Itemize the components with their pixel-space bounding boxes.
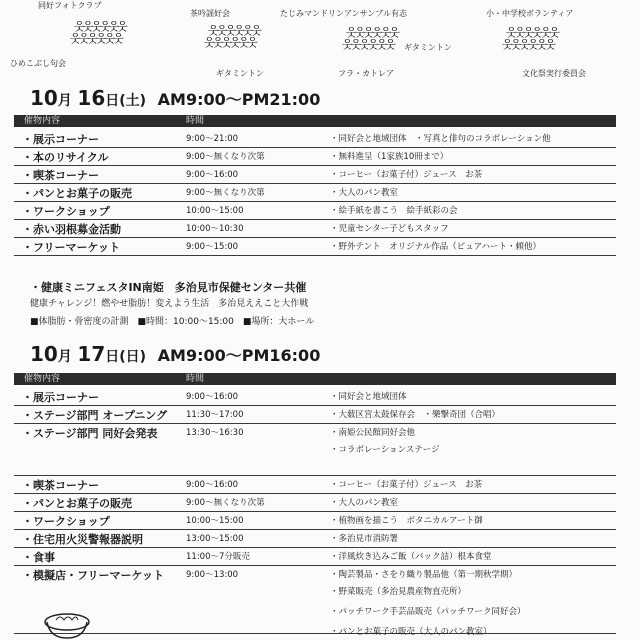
table-row (14, 165, 616, 184)
event-detail: ・野菜販売（多治見農産物直売所） (330, 587, 467, 597)
event-name: ・住宅用火災警報器説明 (22, 533, 143, 546)
header-col-time: 時間 (186, 116, 205, 126)
event-name: ・フリーマーケット (22, 241, 121, 254)
people-icon: 웃웃웃웃웃웃 (506, 26, 558, 39)
event-name: ・展示コーナー (22, 391, 99, 404)
table-row (14, 237, 616, 256)
event-time: 10:00〜10:30 (186, 224, 244, 234)
event-detail: ・陶芸製品・さをり織り製品他（第一期秋学期） (330, 570, 518, 580)
event-detail: ・絵手紙を書こう 絵手紙彩の会 (330, 206, 458, 216)
event-name: ・パンとお菓子の販売 (22, 187, 132, 200)
event-time: 13:00〜15:00 (186, 534, 244, 544)
group-name: たじみマンドリンアンサンブル有志 (280, 9, 407, 18)
event-detail: ・大薮区宮太鼓保存会 ・樂撃奇団（合唱） (330, 410, 501, 420)
event-detail: ・南姫公民館同好会他 (330, 428, 416, 438)
day1-heading: 10月 16日(土) AM9:00〜PM21:00 (30, 86, 321, 110)
table-row (14, 475, 616, 494)
event-detail: ・パッチワーク手芸品販売（パッチワーク同好会） (330, 607, 526, 617)
table-row (14, 511, 616, 530)
event-detail: ・野外テント オリジナル作品（ピュアハート・頼他） (330, 242, 541, 252)
event-detail: ・無料進呈（1家族10冊まで） (330, 152, 449, 162)
event-time: 9:00〜無くなり次第 (186, 188, 265, 198)
event-detail: ・コーヒー（お菓子付）ジュース お茶 (330, 170, 483, 180)
event-name: ・本のリサイクル (22, 151, 109, 164)
teacup-illustration-icon (36, 606, 98, 640)
event-name: ・模擬店・フリーマーケット (22, 569, 165, 582)
event-time: 9:00〜21:00 (186, 134, 239, 144)
event-name: ・ステージ部門 オープニング (22, 409, 168, 422)
table-row (14, 529, 616, 548)
event-detail: ・植物画を描こう ボタニカルアート御 (330, 516, 483, 526)
event-time: 9:00〜13:00 (186, 570, 239, 580)
group-name: フラ・カトレア (338, 69, 394, 78)
group-name: ギタミントン (216, 69, 264, 78)
event-name: ・喫茶コーナー (22, 169, 99, 182)
event-detail: ・大人のパン教室 (330, 498, 399, 508)
health-info: ■体脂肪・骨密度の計測 ■時間：10:00〜15:00 ■場所：大ホール (30, 317, 315, 327)
event-name: ・ステージ部門 同好会発表 (22, 427, 158, 440)
table-row (14, 147, 616, 166)
event-time: 9:00〜無くなり次第 (186, 498, 265, 508)
group-name: ギタミントン (404, 43, 452, 52)
event-name: ・喫茶コーナー (22, 479, 99, 492)
event-name: ・ワークショップ (22, 515, 110, 528)
table-row (14, 547, 616, 566)
day2-table-header (14, 373, 616, 385)
event-detail: ・コーヒー（お菓子付）ジュース お茶 (330, 480, 483, 490)
people-icon: 웃웃웃웃웃웃 (346, 26, 398, 39)
event-time: 9:00〜16:00 (186, 170, 239, 180)
header-col-content: 催物内容 (24, 374, 61, 384)
event-time: 11:00〜7分販売 (186, 552, 250, 562)
event-name: ・食事 (22, 551, 55, 564)
table-row (14, 493, 616, 512)
event-detail: ・同好会と地域団体 (330, 392, 407, 402)
table-row (14, 405, 616, 424)
table-row (14, 219, 616, 238)
people-icon: 웃웃웃웃웃웃 (204, 36, 256, 49)
group-mandolin (280, 0, 480, 85)
health-title: ・健康ミニフェスタIN南姫 多治見市保健センター共催 (30, 281, 307, 294)
event-detail: ・パンとお菓子の販売（大人のパン教室） (330, 627, 492, 637)
group-name: 小・中学校ボランティア (486, 9, 574, 18)
people-icon: 웃웃웃웃웃웃 (74, 20, 126, 33)
group-name: 茶吟謡好会 (190, 9, 230, 18)
people-icon: 웃웃웃웃웃웃 (342, 38, 394, 51)
event-time: 9:00〜16:00 (186, 392, 239, 402)
group-name: 文化祭実行委員会 (522, 69, 586, 78)
event-detail: ・児童センター子どもスタッフ (330, 224, 449, 234)
event-detail: ・コラボレーションステージ (330, 445, 440, 455)
group-name: 同好フォトクラブ (38, 1, 102, 10)
event-detail: ・同好会と地域団体 ・写真と俳句のコラボレーション他 (330, 134, 551, 144)
event-time: 9:00〜15:00 (186, 242, 239, 252)
people-icon: 웃웃웃웃웃웃 (208, 24, 260, 37)
event-detail: ・大人のパン教室 (330, 188, 399, 198)
event-name: ・展示コーナー (22, 133, 99, 146)
event-time: 9:00〜無くなり次第 (186, 152, 265, 162)
table-row (14, 387, 616, 406)
event-time: 9:00〜16:00 (186, 480, 239, 490)
event-name: ・赤い羽根募金活動 (22, 223, 121, 236)
table-row (14, 201, 616, 220)
event-time: 10:00〜15:00 (186, 516, 244, 526)
people-icon: 웃웃웃웃웃웃 (70, 32, 122, 45)
event-time: 13:30〜16:30 (186, 428, 244, 438)
event-time: 11:30〜17:00 (186, 410, 244, 420)
event-name: ・ワークショップ (22, 205, 110, 218)
table-row (14, 129, 616, 148)
header-col-content: 催物内容 (24, 116, 61, 126)
table-row (14, 565, 616, 637)
group-name: ひめこぶし句会 (10, 59, 66, 68)
event-time: 10:00〜15:00 (186, 206, 244, 216)
table-row (14, 183, 616, 202)
event-name: ・パンとお菓子の販売 (22, 497, 132, 510)
health-line: 健康チャレンジ！燃やせ脂肪！変えよう生活 多治見ええこと大作戦 (30, 299, 309, 309)
header-col-time: 時間 (186, 374, 205, 384)
people-icon: 웃웃웃웃웃웃 (502, 38, 554, 51)
event-detail: ・多治見市消防署 (330, 534, 399, 544)
table-row (14, 423, 616, 476)
group-volunteer (480, 0, 630, 85)
day1-table-header (14, 115, 616, 127)
group-photo-club (10, 0, 160, 85)
day2-heading: 10月 17日(日) AM9:00〜PM16:00 (30, 342, 321, 366)
event-detail: ・洋風炊き込みご飯（パック詰）根本食堂 (330, 552, 492, 562)
